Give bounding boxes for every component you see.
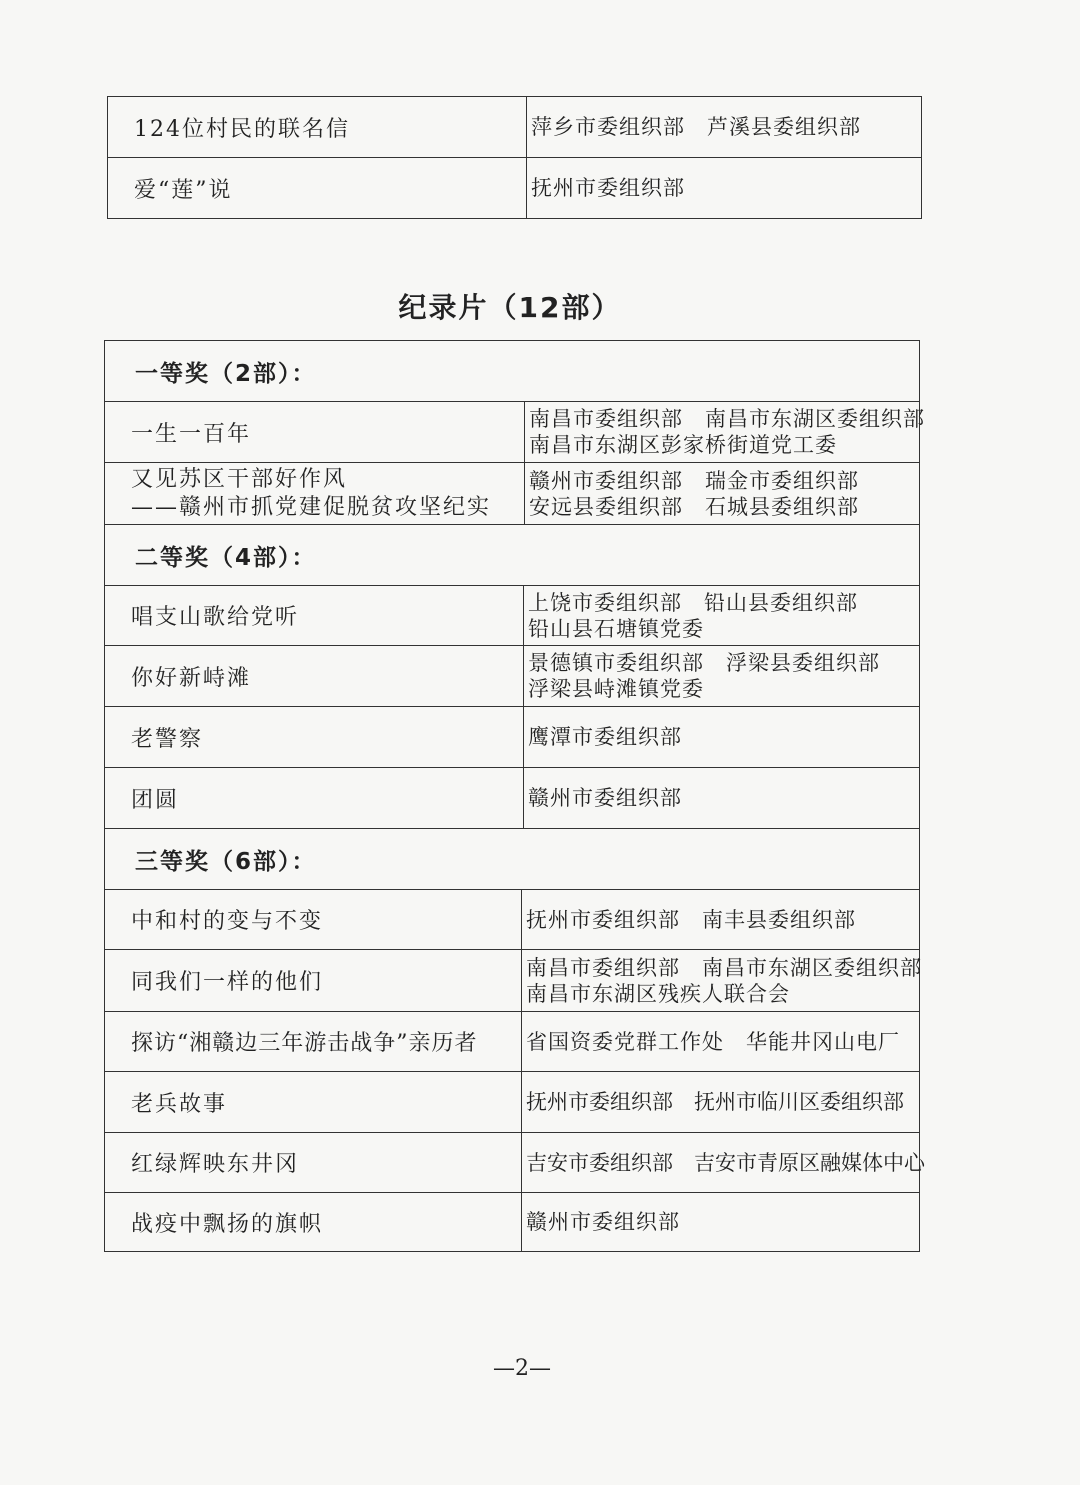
organizer-line: 南昌市委组织部 南昌市东湖区委组织部 [529, 407, 925, 431]
organizer-line: 抚州市委组织部 抚州市临川区委组织部 [526, 1090, 904, 1114]
work-title: 中和村的变与不变 [131, 909, 324, 934]
organizer-cell [526, 97, 921, 157]
work-title-cell [105, 586, 523, 645]
work-title: 探访“湘赣边三年游击战争”亲历者 [131, 1031, 478, 1056]
table-row [105, 1132, 925, 1192]
table-row [105, 949, 922, 1011]
organizer-cell [521, 1133, 925, 1192]
continuation-table [107, 96, 922, 219]
organizer-line: 上饶市委组织部 铅山县委组织部 [528, 590, 858, 615]
table-row [105, 706, 919, 767]
table-row [105, 1071, 919, 1132]
work-title-cell [105, 1133, 521, 1192]
organizer-cell [521, 890, 919, 949]
table-row [105, 462, 919, 524]
work-title: 一生一百年 [131, 421, 252, 447]
organizer-line: 吉安市委组织部 吉安市青原区融媒体中心 [526, 1150, 925, 1175]
work-title-cell [105, 707, 523, 767]
organizer-line: 景德镇市委组织部 浮梁县委组织部 [528, 651, 880, 675]
work-title-cell [108, 97, 526, 157]
work-title-cell [105, 950, 521, 1011]
work-title: 又见苏区干部好作风 [131, 466, 348, 492]
work-title: 红绿辉映东井冈 [131, 1152, 300, 1177]
group-header: 一等奖（2部）： [135, 360, 317, 387]
organizer-line: 鹰潭市委组织部 [528, 725, 682, 749]
table-row [108, 157, 921, 218]
documentary-table [104, 340, 925, 1252]
organizer-line: 赣州市委组织部 [526, 1210, 680, 1234]
organizer-line: 赣州市委组织部 [528, 786, 682, 810]
organizer-line: 安远县委组织部 石城县委组织部 [529, 494, 859, 519]
work-title: 同我们一样的他们 [131, 970, 324, 995]
work-title-cell [105, 463, 524, 524]
organizer-line: 南昌市委组织部 南昌市东湖区委组织部 [526, 955, 922, 980]
table-row [105, 889, 919, 949]
organizer-line: 南昌市东湖区残疾人联合会 [526, 981, 790, 1006]
work-title: 你好新峙滩 [131, 665, 252, 691]
work-title-cell [105, 646, 523, 706]
work-title: 战疫中飘扬的旗帜 [131, 1211, 324, 1237]
organizer-cell [521, 1012, 919, 1071]
organizer-cell [523, 586, 919, 645]
organizer-cell [523, 768, 919, 828]
work-title: 124位村民的联名信 [134, 116, 350, 142]
work-title-cell [105, 1193, 521, 1251]
work-title: 老兵故事 [131, 1091, 228, 1117]
organizer-cell [524, 463, 919, 524]
organizer-line: 浮梁县峙滩镇党委 [528, 677, 704, 701]
organizer-line: 南昌市东湖区彭家桥街道党工委 [529, 433, 837, 457]
organizer-line: 赣州市委组织部 瑞金市委组织部 [529, 468, 859, 493]
organizer-cell [523, 646, 919, 706]
work-title: 爱“莲”说 [134, 177, 233, 203]
work-title-cell [105, 890, 521, 949]
organizer-cell [526, 158, 921, 218]
table-row [105, 767, 919, 828]
table-row [105, 401, 925, 462]
group-header-row [105, 828, 919, 889]
table-row [105, 645, 919, 706]
section-title: 纪录片（12部） [398, 291, 622, 324]
organizer-line: 萍乡市委组织部 芦溪县委组织部 [531, 115, 861, 139]
organizer-cell [521, 1072, 919, 1132]
table-row [108, 97, 921, 157]
work-title-cell [105, 1072, 521, 1132]
organizer-cell [523, 707, 919, 767]
organizer-cell [521, 1193, 919, 1251]
group-header: 三等奖（6部）： [135, 848, 317, 875]
work-title-cell [108, 158, 526, 218]
organizer-line: 抚州市委组织部 南丰县委组织部 [526, 907, 856, 932]
organizer-cell [521, 950, 922, 1011]
page-number: —2— [493, 1356, 551, 1381]
organizer-line: 省国资委党群工作处 华能井冈山电厂 [526, 1029, 900, 1054]
work-title: 团圆 [131, 787, 180, 813]
group-header: 二等奖（4部）： [135, 544, 317, 571]
work-subtitle: ——赣州市抓党建促脱贫攻坚纪实 [131, 494, 492, 520]
group-header-row [105, 524, 919, 585]
organizer-line: 铅山县石塘镇党委 [528, 616, 704, 641]
work-title-cell [105, 1012, 521, 1071]
group-header-row [105, 341, 919, 401]
table-row [105, 1192, 919, 1251]
work-title-cell [105, 768, 523, 828]
organizer-line: 抚州市委组织部 [531, 176, 685, 200]
table-row [105, 1011, 919, 1071]
work-title: 唱支山歌给党听 [131, 605, 300, 630]
organizer-cell [524, 402, 925, 462]
work-title: 老警察 [131, 726, 204, 752]
table-row [105, 585, 919, 645]
work-title-cell [105, 402, 524, 462]
